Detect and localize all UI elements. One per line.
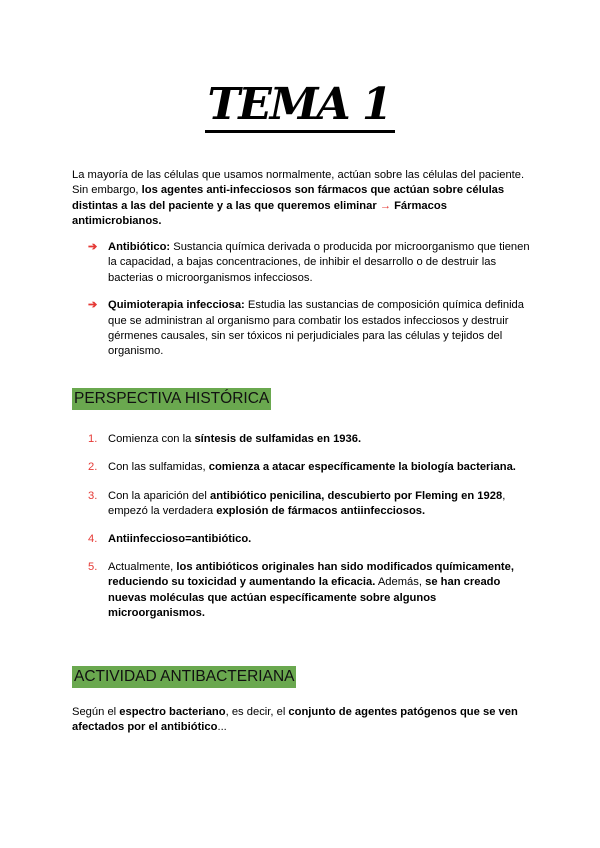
definition-quimioterapia (88, 298, 533, 360)
list-text: Comienza con la (108, 433, 195, 445)
definition-text: Sustancia química derivada o producida por microorganismo que tienen la capacidad, a bajas concentraciones, de inhibir el desarrollo o de destruir las bacterias o microorganismos infecciosos. (108, 241, 530, 284)
definition-term: Antibiótico: (108, 241, 171, 253)
intro-paragraph (72, 168, 532, 230)
definition-antibiotico (88, 240, 533, 286)
list-bold-text: los antibióticos originales han sido modificados químicamente, reduciendo su toxicidad y aumentando la eficacia. (108, 561, 514, 589)
list-text: Actualmente, (108, 561, 177, 574)
list-number: 1. (88, 433, 98, 445)
list-number: 3. (88, 489, 98, 502)
list-number: 5. (88, 561, 98, 574)
definition-term: Quimioterapia infecciosa: (108, 299, 245, 312)
list-bold-text: síntesis de sulfamidas en 1936. (194, 433, 362, 445)
list-text: Con las sulfamidas, (108, 461, 209, 474)
page-title (0, 80, 600, 130)
arrow-bullet-icon: ➔ (88, 299, 98, 312)
final-bold-text: conjunto de agentes patógenos que se ven afectados por el antibiótico (72, 706, 518, 734)
final-paragraph (72, 705, 532, 736)
final-text: ... (217, 721, 227, 734)
intro-text: La mayoría de las células que usamos normalmente, actúan sobre las células del paciente. Sin embargo, (72, 169, 525, 197)
section-heading-actividad: ACTIVIDAD ANTIBACTERIANA (72, 666, 296, 688)
list-bold-text: se han creado nuevas moléculas que actúan específicamente sobre algunos microorganismos. (108, 576, 501, 620)
final-text: , es decir, el (225, 706, 289, 718)
list-text: , empezó la verdadera (108, 489, 506, 518)
list-number: 4. (88, 532, 98, 545)
section-heading-perspectiva: PERSPECTIVA HISTÓRICA (72, 388, 271, 410)
page-title-text: TEMA 1 (205, 79, 394, 133)
intro-bold-text: los agentes anti-infecciosos son fármacos que actúan sobre células distintas a las del paciente y a las que queremos eliminar (72, 184, 505, 212)
list-bold-text: antibiótico penicilina, descubierto por Fleming en 1928 (210, 489, 503, 502)
definition-list (88, 240, 533, 372)
arrow-icon: → (379, 199, 391, 212)
intro-bold-conclusion: Fármacos antimicrobianos. (72, 199, 447, 228)
list-bold-text: Antiinfeccioso=antibiótico. (108, 532, 252, 545)
list-item (88, 432, 528, 447)
history-list (88, 432, 528, 622)
list-bold-text: explosión de fármacos antiinfecciosos. (216, 505, 426, 518)
list-item (88, 460, 528, 475)
definition-text: Estudia las sustancias de composición química definida que se administran al organismo para combatir los estados infecciosos y destruir gérmenes causales, sin ser tóxicos ni perjudiciales para las células y tejidos del organismo. (108, 299, 524, 358)
list-number: 2. (88, 461, 98, 474)
list-item (88, 560, 528, 622)
list-item (88, 489, 528, 520)
list-text: Con la aparición del (108, 489, 210, 502)
final-bold-text: espectro bacteriano (119, 706, 226, 718)
list-item (88, 532, 528, 547)
final-text: Según el (72, 706, 120, 718)
arrow-bullet-icon: ➔ (88, 241, 98, 253)
list-text: Además, (375, 576, 426, 589)
list-bold-text: comienza a atacar específicamente la biología bacteriana. (208, 461, 516, 474)
